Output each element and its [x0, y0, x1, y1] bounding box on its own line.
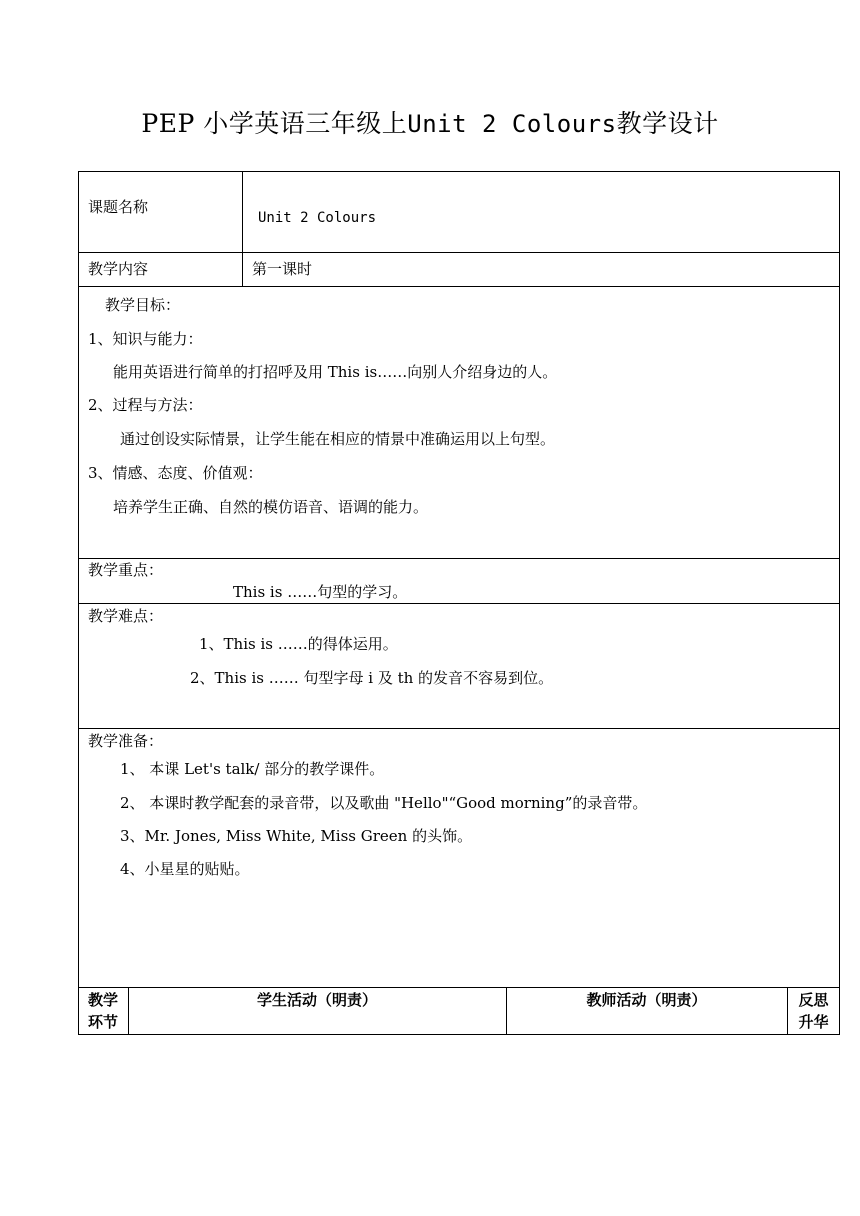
row-divider — [78, 558, 840, 559]
objective-text: 通过创设实际情景，让学生能在相应的情景中准确运用以上句型。 — [120, 430, 556, 448]
topic-label: 课题名称 — [88, 198, 149, 216]
row-divider — [78, 603, 840, 604]
reflect-line-2: 升华 — [798, 1013, 829, 1031]
preparation-item: 4、小星星的贴贴。 — [120, 860, 250, 878]
column-header-teacher: 教师活动（明责） — [586, 991, 707, 1009]
objectives-heading: 教学目标： — [105, 296, 181, 314]
preparation-heading: 教学准备： — [88, 732, 164, 750]
preparation-item: 2、 本课时教学配套的录音带，以及歌曲 "Hello"“Good morning”的录音带。 — [120, 794, 648, 812]
row-divider — [78, 286, 840, 287]
key-points-heading: 教学重点： — [88, 561, 164, 579]
key-points-text: This is ……句型的学习。 — [233, 583, 408, 601]
title-unit: Unit 2 Colours — [407, 110, 617, 138]
preparation-item: 3、Mr. Jones, Miss White, Miss Green 的头饰。 — [120, 827, 473, 845]
label-column-divider — [242, 171, 243, 286]
row-divider — [78, 252, 840, 253]
title-prefix: PEP 小学英语三年级上 — [141, 109, 408, 138]
column-header-stage — [78, 989, 128, 1033]
objective-label: 2、过程与方法： — [88, 396, 203, 414]
difficulty-item: 1、This is ……的得体运用。 — [199, 635, 398, 653]
row-divider — [78, 728, 840, 729]
topic-value: Unit 2 Colours — [258, 210, 377, 226]
preparation-item: 1、 本课 Let's talk/ 部分的教学课件。 — [120, 760, 385, 778]
document-title — [0, 104, 860, 140]
content-value: 第一课时 — [252, 260, 313, 278]
column-header-reflect — [787, 989, 840, 1033]
objective-label: 3、情感、态度、价值观： — [88, 464, 263, 482]
stage-line-2: 环节 — [87, 1013, 118, 1031]
stage-line-1: 教学 — [87, 991, 118, 1009]
objective-text: 能用英语进行简单的打招呼及用 This is……向别人介绍身边的人。 — [113, 363, 558, 381]
objective-label: 1、知识与能力： — [88, 330, 203, 348]
difficulties-heading: 教学难点： — [88, 607, 164, 625]
column-header-student: 学生活动（明责） — [256, 991, 377, 1009]
difficulty-item: 2、This is …… 句型字母 i 及 th 的发音不容易到位。 — [190, 669, 554, 687]
content-label: 教学内容 — [88, 260, 149, 278]
reflect-line-1: 反思 — [798, 991, 829, 1009]
title-suffix: 教学设计 — [616, 109, 719, 138]
objective-text: 培养学生正确、自然的模仿语音、语调的能力。 — [113, 498, 429, 516]
